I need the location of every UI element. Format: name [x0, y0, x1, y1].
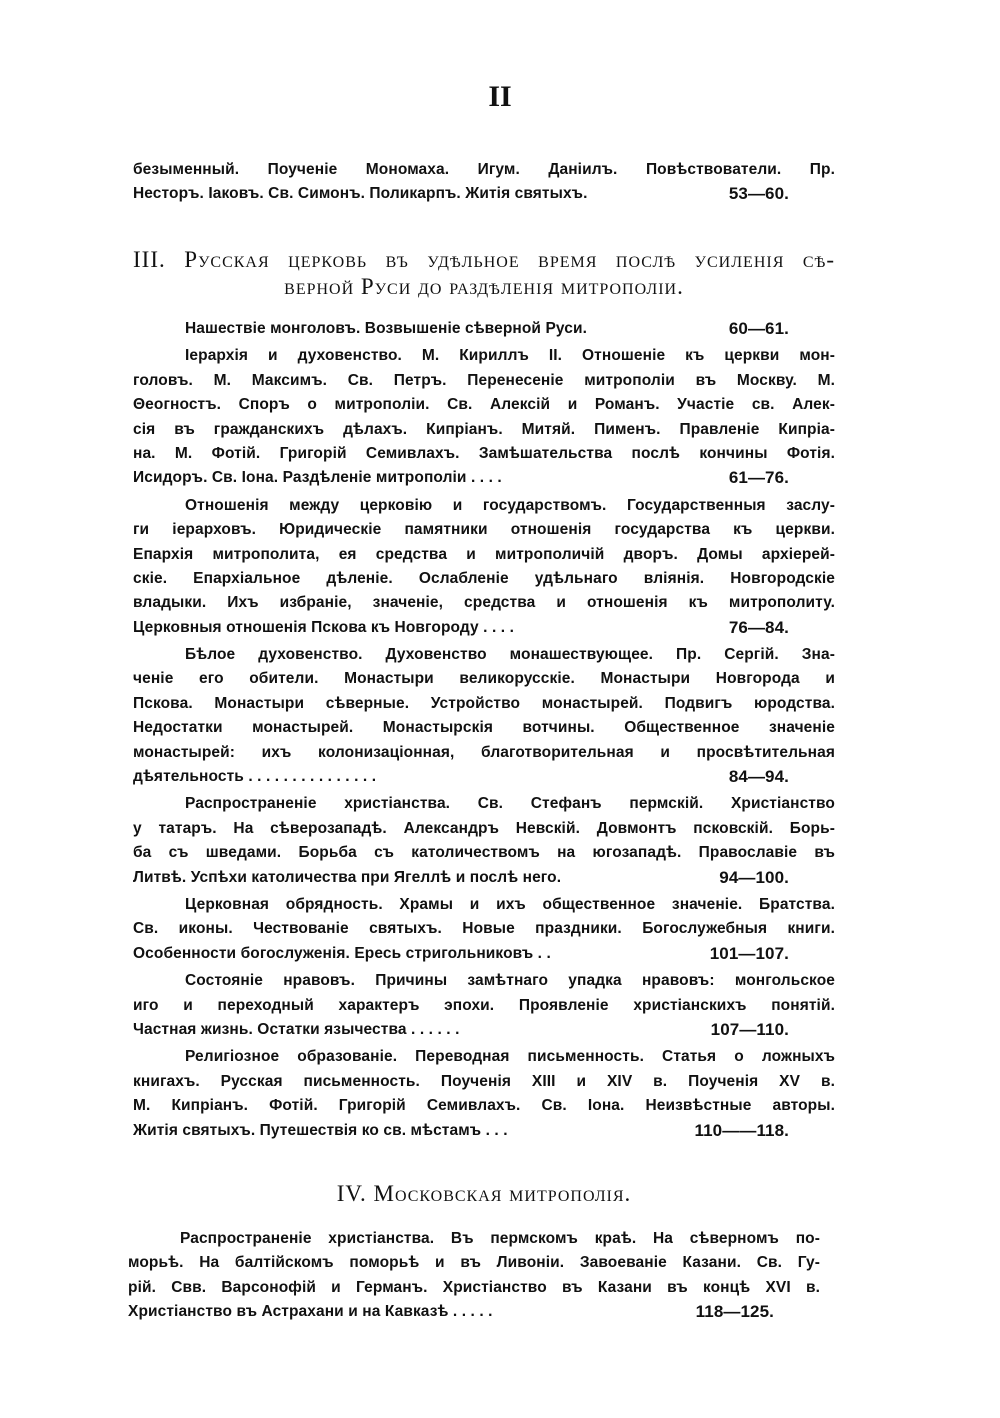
entry-text: М. Кипріанъ. Фотій. Григорій Семивлахъ. Св. Iона. Неизвѣстные авторы. [133, 1097, 835, 1115]
entry-line [133, 942, 835, 966]
entry-text: рій. Свв. Варсонофій и Германъ. Христіанство въ Казани въ концѣ XVI в. [128, 1278, 820, 1296]
entry-text: Христіанство въ Астрахани и на Кавказѣ . . . . . [128, 1303, 493, 1321]
entry-line [133, 817, 835, 841]
entry-line [133, 591, 835, 615]
entry-text: сія въ гражданскихъ дѣлахъ. Кипріанъ. Митяй. Пименъ. Правленіе Кипріа- [133, 420, 835, 438]
toc-entry [128, 1227, 820, 1325]
toc-entry [133, 317, 835, 341]
entry-text: ченіе его обители. Монастыри великорусскіе. Монастыри Новгорода и [133, 670, 835, 688]
entry-line [133, 841, 835, 865]
entry-line [133, 1119, 835, 1143]
entry-text: Распространеніе христіанства. Св. Стефанъ пермскій. Христіанство [185, 795, 835, 813]
entry-line [133, 994, 835, 1018]
entry-line [133, 866, 835, 890]
entry-text: ги iерарховъ. Юридическіе памятники отношенія государства къ церкви. [133, 521, 835, 539]
entry-text: монастырей: ихъ колонизаціонная, благотворительная и просвѣтительная [133, 743, 835, 761]
entry-text: дѣятельность . . . . . . . . . . . . . . . [133, 768, 377, 786]
page-range: 76—84. [728, 617, 789, 637]
toc-entry [133, 344, 835, 490]
entry-text: Распространеніе христіанства. Въ пермскомъ краѣ. На сѣверномъ по- [180, 1230, 820, 1247]
entry-line [133, 1018, 835, 1042]
toc-entry [133, 643, 835, 789]
entry-line [128, 1276, 820, 1300]
entry-line [133, 494, 835, 518]
entry-text: скіе. Епархіальное дѣленіе. Ослабленіе удѣльнаго вліянія. Новгородскіе [133, 569, 835, 587]
toc-entry [133, 893, 835, 966]
entry-text: Нашествіе монголовъ. Возвышеніе сѣверной Руси. [185, 320, 587, 337]
entry-line [133, 692, 835, 716]
entry-line [128, 1227, 820, 1251]
page-range: 60—61. [728, 319, 789, 338]
entry-text: Церковная обрядность. Храмы и ихъ общественное значеніе. Братства. [185, 895, 835, 913]
entry-line [133, 344, 835, 368]
page-range: 101—107. [709, 943, 789, 963]
page-range: 107—110. [710, 1019, 789, 1039]
toc-entry [133, 494, 835, 640]
entry-text: Iерархія и духовенство. М. Кириллъ II. Отношеніе къ церкви мон- [185, 347, 835, 365]
entry-text: книгахъ. Русская письменность. Поученія XIII и XIV в. Поученія XV в. [133, 1072, 835, 1090]
entry-line [133, 1094, 835, 1118]
entry-text: головъ. М. Максимъ. Св. Петръ. Перенесеніе митрополіи въ Москву. М. [133, 371, 835, 389]
toc-entry [133, 969, 835, 1042]
page-number: II [488, 80, 512, 113]
entry-line [133, 1070, 835, 1094]
entry-text: безыменный. Поученіе Мономаха. Игум. Даніилъ. Повѣствователи. Пр. [133, 161, 835, 178]
toc-entry [133, 158, 835, 207]
section-heading [133, 1180, 835, 1207]
page-range: 61—76. [728, 468, 789, 488]
entry-line [133, 466, 835, 490]
entry-line [133, 369, 835, 393]
section-heading-line: IV. Московская митрополія. [336, 1181, 632, 1206]
entry-line [133, 518, 835, 542]
page-range: 84—94. [728, 767, 789, 787]
entry-text: Св. иконы. Чествованіе святыхъ. Новые праздники. Богослужебныя книги. [133, 920, 835, 938]
entry-text: владыки. Ихъ избраніе, значеніе, средства и отношенія къ митрополиту. [133, 594, 835, 612]
entry-line [133, 1045, 835, 1069]
entry-line [133, 393, 835, 417]
entry-line [133, 567, 835, 591]
entry-line [128, 1300, 820, 1324]
entry-line [133, 716, 835, 740]
entry-text: Частная жизнь. Остатки язычества . . . . . . [133, 1020, 460, 1038]
entry-text: Церковныя отношенія Пскова къ Новгороду . . . . [133, 618, 514, 636]
entry-line [133, 418, 835, 442]
page-range: 110——118. [694, 1120, 789, 1140]
entry-line [133, 917, 835, 941]
entry-text: иго и переходный характеръ эпохи. Проявленіе христіанскихъ понятій. [133, 996, 835, 1014]
entry-text: Состояніе нравовъ. Причины замѣтнаго упадка нравовъ: монгольское [185, 972, 835, 990]
entry-text: Религіозное образованіе. Переводная письменность. Статья о ложныхъ [185, 1048, 835, 1066]
entry-line [133, 158, 835, 182]
entry-text: Бѣлое духовенство. Духовенство монашествующее. Пр. Сергій. Зна- [185, 646, 835, 664]
section-heading-line: верной Руси до раздѣленія митрополіи. [284, 274, 684, 299]
section-heading-line: III. Русская церковь въ удѣльное время послѣ усиленія сѣ- [133, 247, 835, 272]
entry-text: Литвѣ. Успѣхи католичества при Ягеллѣ и послѣ него. [133, 868, 562, 886]
entry-text: Исидоръ. Св. Iона. Раздѣленіе митрополіи . . . . [133, 469, 502, 487]
entry-line [133, 643, 835, 667]
entry-text: Θеогностъ. Споръ о митрополіи. Св. Алексій и Романъ. Участіе св. Алек- [133, 396, 835, 414]
entry-line [133, 616, 835, 640]
section-body [128, 1227, 820, 1328]
entry-text: ба съ шведами. Борьба съ католичествомъ на югозападѣ. Православіе въ [133, 844, 835, 862]
page-range: 94—100. [719, 867, 789, 887]
entry-text: Недостатки монастырей. Монастырскія вотчины. Общественное значеніе [133, 719, 835, 737]
toc-entry [133, 792, 835, 890]
section-body [133, 317, 835, 1146]
page-range: 118—125. [695, 1302, 774, 1322]
section-body [133, 158, 835, 210]
entry-line [133, 442, 835, 466]
entry-line [133, 317, 835, 341]
entry-text: на. М. Фотій. Григорій Семивлахъ. Замѣшательства послѣ кончины Фотія. [133, 444, 835, 462]
entry-line [133, 765, 835, 789]
entry-text: Пскова. Монастыри сѣверные. Устройство монастырей. Подвигъ юродства. [133, 694, 835, 712]
entry-text: Житія святыхъ. Путешествія ко св. мѣстамъ . . . [133, 1121, 508, 1139]
entry-text: Отношенія между церковію и государствомъ. Государственныя заслу- [185, 496, 835, 514]
entry-text: Особенности богослуженія. Ересь стригольниковъ . . [133, 944, 551, 962]
entry-line [133, 182, 835, 206]
entry-text: морьѣ. На балтійскомъ поморьѣ и въ Ливоніи. Завоеваніе Казани. Св. Гу- [128, 1254, 820, 1272]
entry-text: у татаръ. На сѣверозападѣ. Александръ Невскій. Довмонтъ псковскій. Борь- [133, 819, 835, 837]
page-range: 53—60. [728, 184, 789, 204]
section-heading [133, 246, 835, 300]
entry-line [128, 1251, 820, 1275]
entry-line [133, 969, 835, 993]
entry-text: Несторъ. Iаковъ. Св. Симонъ. Поликарпъ. Житія святыхъ. [133, 185, 588, 203]
entry-line [133, 893, 835, 917]
entry-text: Епархія митрополита, ея средства и митрополичій дворъ. Домы архіерей- [133, 545, 835, 563]
entry-line [133, 792, 835, 816]
entry-line [133, 741, 835, 765]
toc-entry [133, 1045, 835, 1143]
entry-line [133, 543, 835, 567]
entry-line [133, 667, 835, 691]
